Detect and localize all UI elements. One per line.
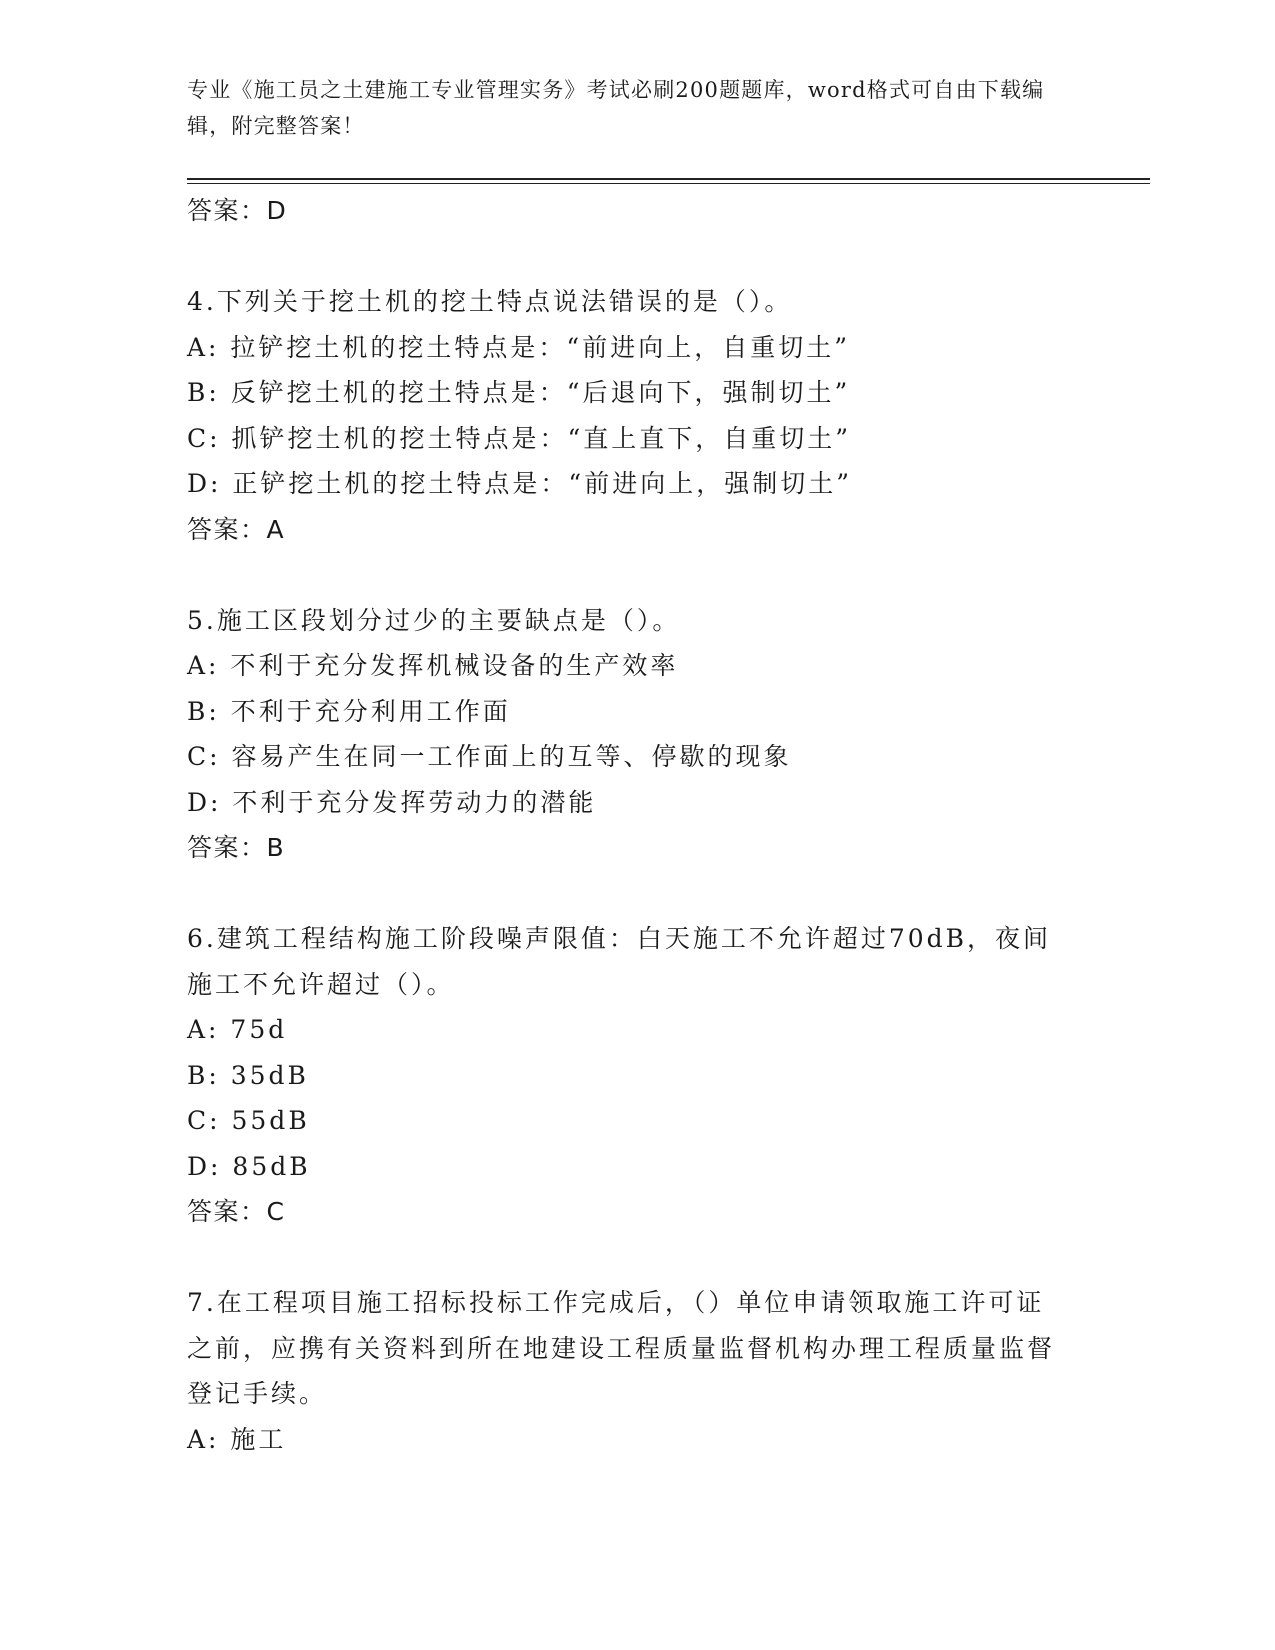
blank-line <box>187 871 1067 917</box>
document-header <box>187 72 1067 144</box>
option-c: C: 容易产生在同一工作面上的互等、停歇的现象 <box>187 742 792 771</box>
blank-line <box>187 552 1067 598</box>
answer: 答案：B <box>187 833 286 862</box>
answer: 答案：C <box>187 1197 286 1226</box>
option-c: C: 抓铲挖土机的挖土特点是：“直上直下，自重切土” <box>187 423 852 453</box>
question-stem: 6.建筑工程结构施工阶段噪声限值：白天施工不允许超过70dB，夜间施工不允许超过（）。 <box>187 924 1052 999</box>
header-text: 专业《施工员之土建施工专业管理实务》考试必刷200题题库，word格式可自由下载编辑，附完整答案！ <box>187 78 1045 138</box>
answer: 答案：A <box>187 514 286 544</box>
previous-answer: 答案：D <box>187 196 288 225</box>
option-b: B: 反铲挖土机的挖土特点是：“后退向下，强制切土” <box>187 378 851 407</box>
question-stem: 7.在工程项目施工招标投标工作完成后，（）单位申请领取施工许可证之前，应携有关资料到所在地建设工程质量监督机构办理工程质量监督登记手续。 <box>187 1288 1056 1408</box>
option-c: C: 55dB <box>187 1106 310 1135</box>
option-d: D: 85dB <box>187 1151 311 1181</box>
question-stem: 5.施工区段划分过少的主要缺点是（）。 <box>187 605 681 635</box>
question-list <box>187 188 1067 1462</box>
option-d: D: 不利于充分发挥劳动力的潜能 <box>187 787 597 817</box>
option-a: A: 施工 <box>187 1424 287 1454</box>
option-a: A: 75d <box>187 1015 288 1044</box>
option-a: A: 不利于充分发挥机械设备的生产效率 <box>187 651 679 680</box>
header-rule-thin <box>187 183 1150 184</box>
question-6 <box>187 916 1067 1235</box>
blank-line <box>187 1235 1067 1281</box>
question-7 <box>187 1280 1067 1462</box>
option-a: A: 拉铲挖土机的挖土特点是：“前进向上，自重切土” <box>187 332 850 362</box>
option-b: B: 不利于充分利用工作面 <box>187 696 511 726</box>
blank-line <box>187 234 1067 280</box>
question-5 <box>187 598 1067 871</box>
header-rule-thick <box>187 178 1150 180</box>
question-stem: 4.下列关于挖土机的挖土特点说法错误的是（）。 <box>187 287 793 316</box>
option-b: B: 35dB <box>187 1060 309 1090</box>
option-d: D: 正铲挖土机的挖土特点是：“前进向上，强制切土” <box>187 469 852 498</box>
question-4 <box>187 279 1067 552</box>
